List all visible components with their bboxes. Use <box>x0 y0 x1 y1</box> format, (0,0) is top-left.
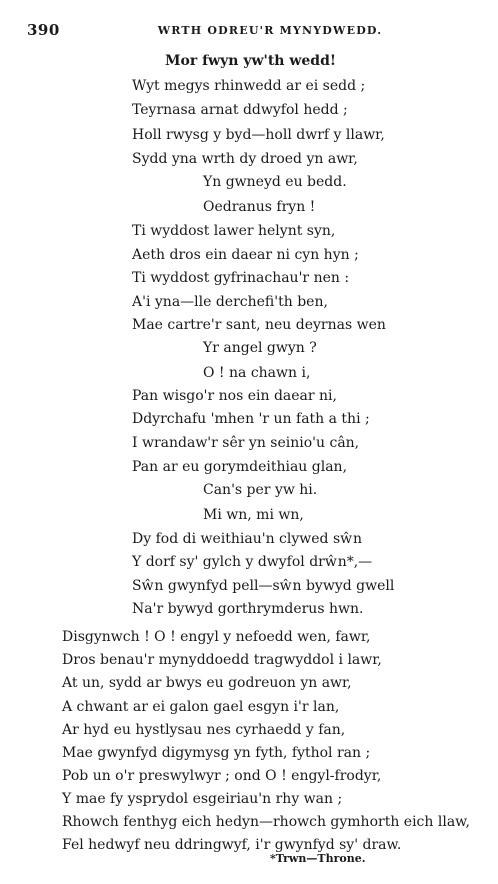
poem-line: Mi wn, mi wn, <box>203 507 304 523</box>
poem-line: Sŵn gwynfyd pell—sŵn bywyd gwell <box>132 578 395 594</box>
poem-line: Can's per yw hi. <box>203 482 318 498</box>
poem-line: Y dorf sy' gylch y dwyfol drŵn*,— <box>132 554 373 570</box>
running-head: WRTH ODREU'R MYNYDWEDD. <box>157 24 383 37</box>
poem-line: Ddyrchafu 'mhen 'r un fath a thi ; <box>132 411 370 427</box>
page-number: 390 <box>27 21 60 39</box>
poem-line: Pan wisgo'r nos ein daear ni, <box>132 388 337 404</box>
poem-line: Wyt megys rhinwedd ar ei sedd ; <box>132 78 366 94</box>
poem-line: Dy fod di weithiau'n clywed sŵn <box>132 531 362 547</box>
poem-line: At un, sydd ar bwys eu godreuon yn awr, <box>62 675 352 691</box>
poem-line: Ti wyddost lawer helynt syn, <box>132 223 336 239</box>
poem-line: Ar hyd eu hystlysau nes cyrhaedd y fan, <box>62 722 346 738</box>
poem-line: Y mae fy ysprydol esgeiriau'n rhy wan ; <box>62 791 343 807</box>
poem-line: Disgynwch ! O ! engyl y nefoedd wen, fawr, <box>62 629 371 645</box>
poem-line: Na'r bywyd gorthrymderus hwn. <box>132 601 364 617</box>
poem-line: Yn gwneyd eu bedd. <box>203 174 347 190</box>
poem-line: O ! na chawn i, <box>203 365 311 381</box>
poem-line: Holl rwysg y byd—holl dwrf y llawr, <box>132 127 385 143</box>
poem-line: Pob un o'r preswylwyr ; ond O ! engyl-frodyr, <box>62 768 382 784</box>
footnote: *Trwn—Throne. <box>270 852 366 865</box>
poem-line: Pan ar eu gorymdeithiau glan, <box>132 459 348 475</box>
poem-line: I wrandaw'r sêr yn seinio'u cân, <box>132 435 360 451</box>
poem-line: Teyrnasa arnat ddwyfol hedd ; <box>132 102 348 118</box>
poem-line: Yr angel gwyn ? <box>203 340 317 356</box>
poem-line: Mor fwyn yw'th wedd! <box>165 53 337 69</box>
poem-line: A'i yna—lle derchefi'th ben, <box>132 294 328 310</box>
poem-line: Ti wyddost gyfrinachau'r nen : <box>132 270 350 286</box>
poem-line: Sydd yna wrth dy droed yn awr, <box>132 151 358 167</box>
poem-line: A chwant ar ei galon gael esgyn i'r lan, <box>62 699 340 715</box>
poem-line: Mae gwynfyd digymysg yn fyth, fythol ran ; <box>62 745 371 761</box>
poem-line: Aeth dros ein daear ni cyn hyn ; <box>132 247 359 263</box>
poem-line: Rhowch fenthyg eich hedyn—rhowch gymhorth eich llaw, <box>62 814 470 830</box>
poem-line: Oedranus fryn ! <box>203 199 316 215</box>
poem-line: Fel hedwyf neu ddringwyf, i'r gwynfyd sy' draw. <box>62 837 402 853</box>
poem-line: Mae cartre'r sant, neu deyrnas wen <box>132 317 386 333</box>
poem-line: Dros benau'r mynyddoedd tragwyddol i lawr, <box>62 652 382 668</box>
